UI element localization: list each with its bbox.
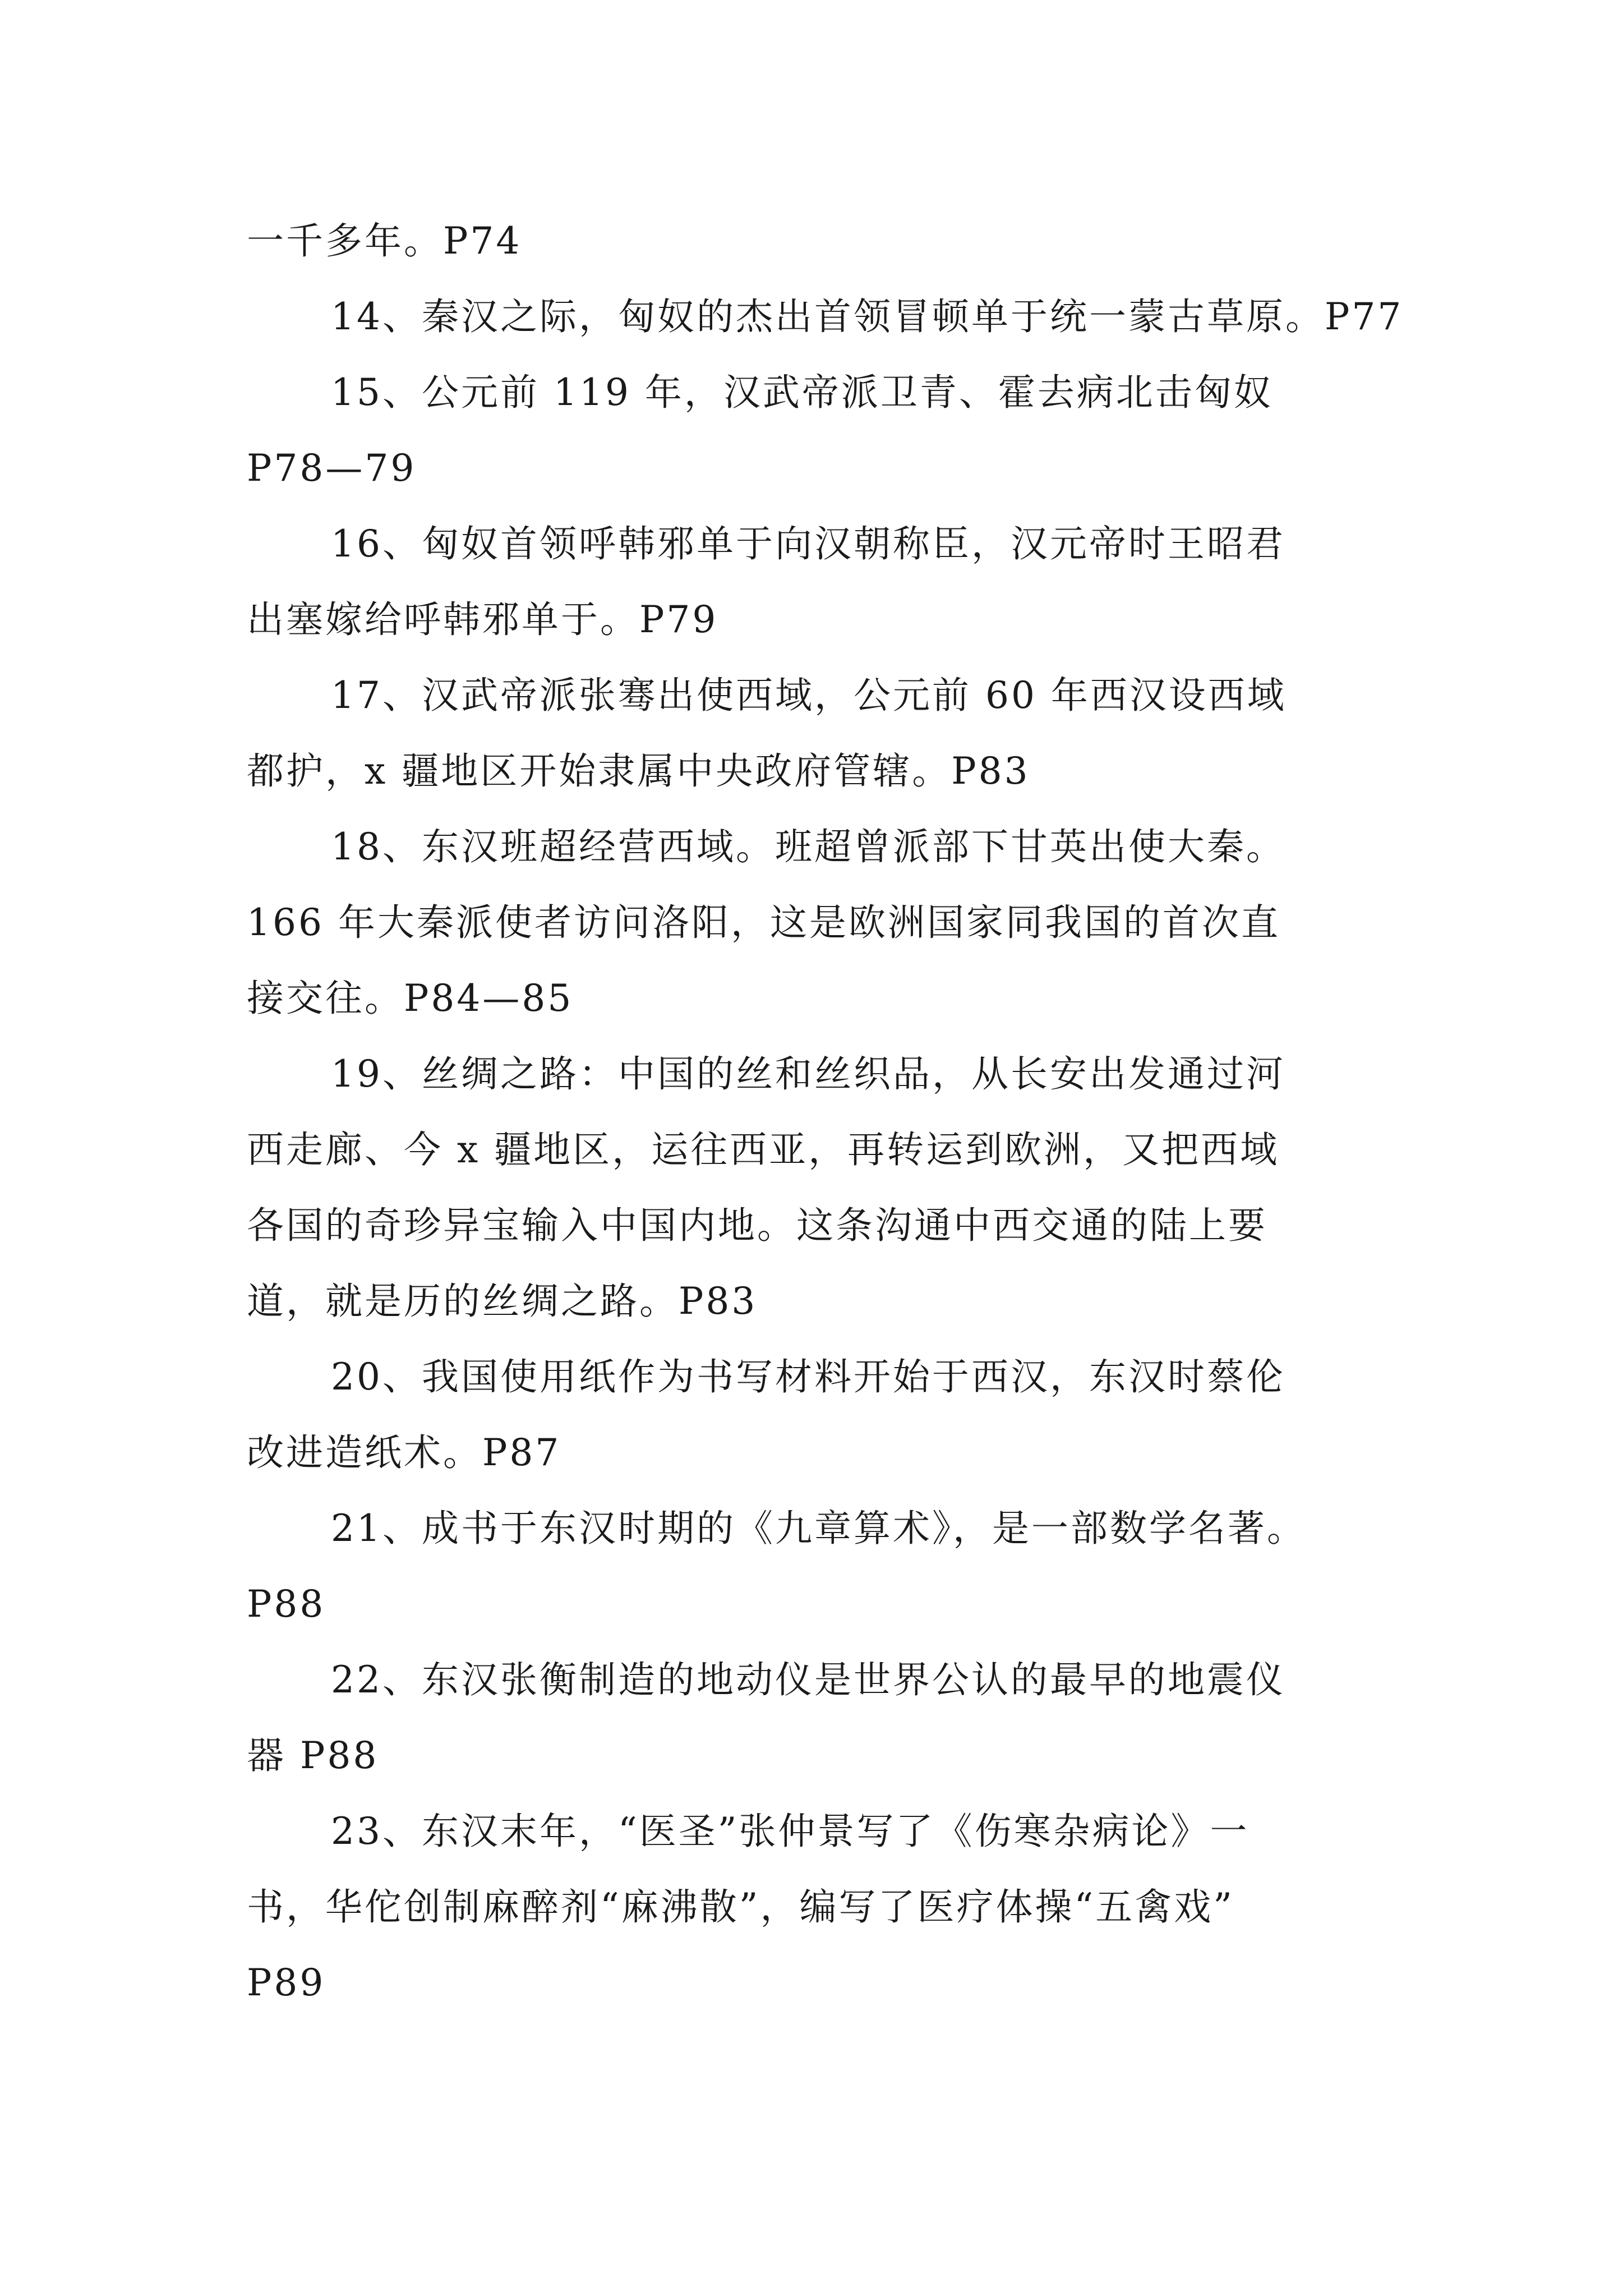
text-line: 19、丝绸之路：中国的丝和丝织品，从长安出发通过河: [331, 1052, 1285, 1096]
text-line: 道，就是历的丝绸之路。P83: [247, 1280, 758, 1323]
text-line: 15、公元前 119 年，汉武帝派卫青、霍去病北击匈奴: [331, 371, 1273, 414]
text-line: 各国的奇珍异宝输入中国内地。这条沟通中西交通的陆上要: [247, 1204, 1267, 1247]
text-line: 出塞嫁给呼韩邪单于。P79: [247, 598, 718, 641]
text-line: 21、成书于东汉时期的《九章算术》，是一部数学名著。: [331, 1507, 1306, 1550]
text-line: 器 P88: [247, 1734, 379, 1777]
text-line: 18、东汉班超经营西域。班超曾派部下甘英出使大秦。: [331, 825, 1285, 868]
text-line: 16、匈奴首领呼韩邪单于向汉朝称臣，汉元帝时王昭君: [331, 522, 1285, 565]
text-line: 23、东汉末年，“医圣”张仲景写了《伤寒杂病论》一: [331, 1810, 1249, 1853]
text-line: 改进造纸术。P87: [247, 1431, 561, 1474]
text-line: 166 年大秦派使者访问洛阳，这是欧洲国家同我国的首次直: [247, 901, 1280, 944]
text-line: P78—79: [247, 447, 417, 490]
text-line: 17、汉武帝派张骞出使西域，公元前 60 年西汉设西域: [331, 674, 1287, 717]
text-line: 书，华佗创制麻醉剂“麻沸散”，编写了医疗体操“五禽戏”: [247, 1885, 1234, 1929]
text-line: 西走廊、今 x 疆地区，运往西亚，再转运到欧洲，又把西域: [247, 1128, 1280, 1171]
text-line: 接交往。P84—85: [247, 977, 574, 1020]
text-line: 20、我国使用纸作为书写材料开始于西汉，东汉时蔡伦: [331, 1355, 1285, 1398]
text-line: 22、东汉张衡制造的地动仪是世界公认的最早的地震仪: [331, 1658, 1285, 1701]
text-line: P89: [247, 1961, 326, 2004]
text-line: 都护，x 疆地区开始隶属中央政府管辖。P83: [247, 749, 1030, 793]
text-line: P88: [247, 1582, 326, 1626]
text-line: 14、秦汉之际，匈奴的杰出首领冒顿单于统一蒙古草原。P77: [331, 295, 1404, 338]
text-line: 一千多年。P74: [247, 219, 522, 263]
